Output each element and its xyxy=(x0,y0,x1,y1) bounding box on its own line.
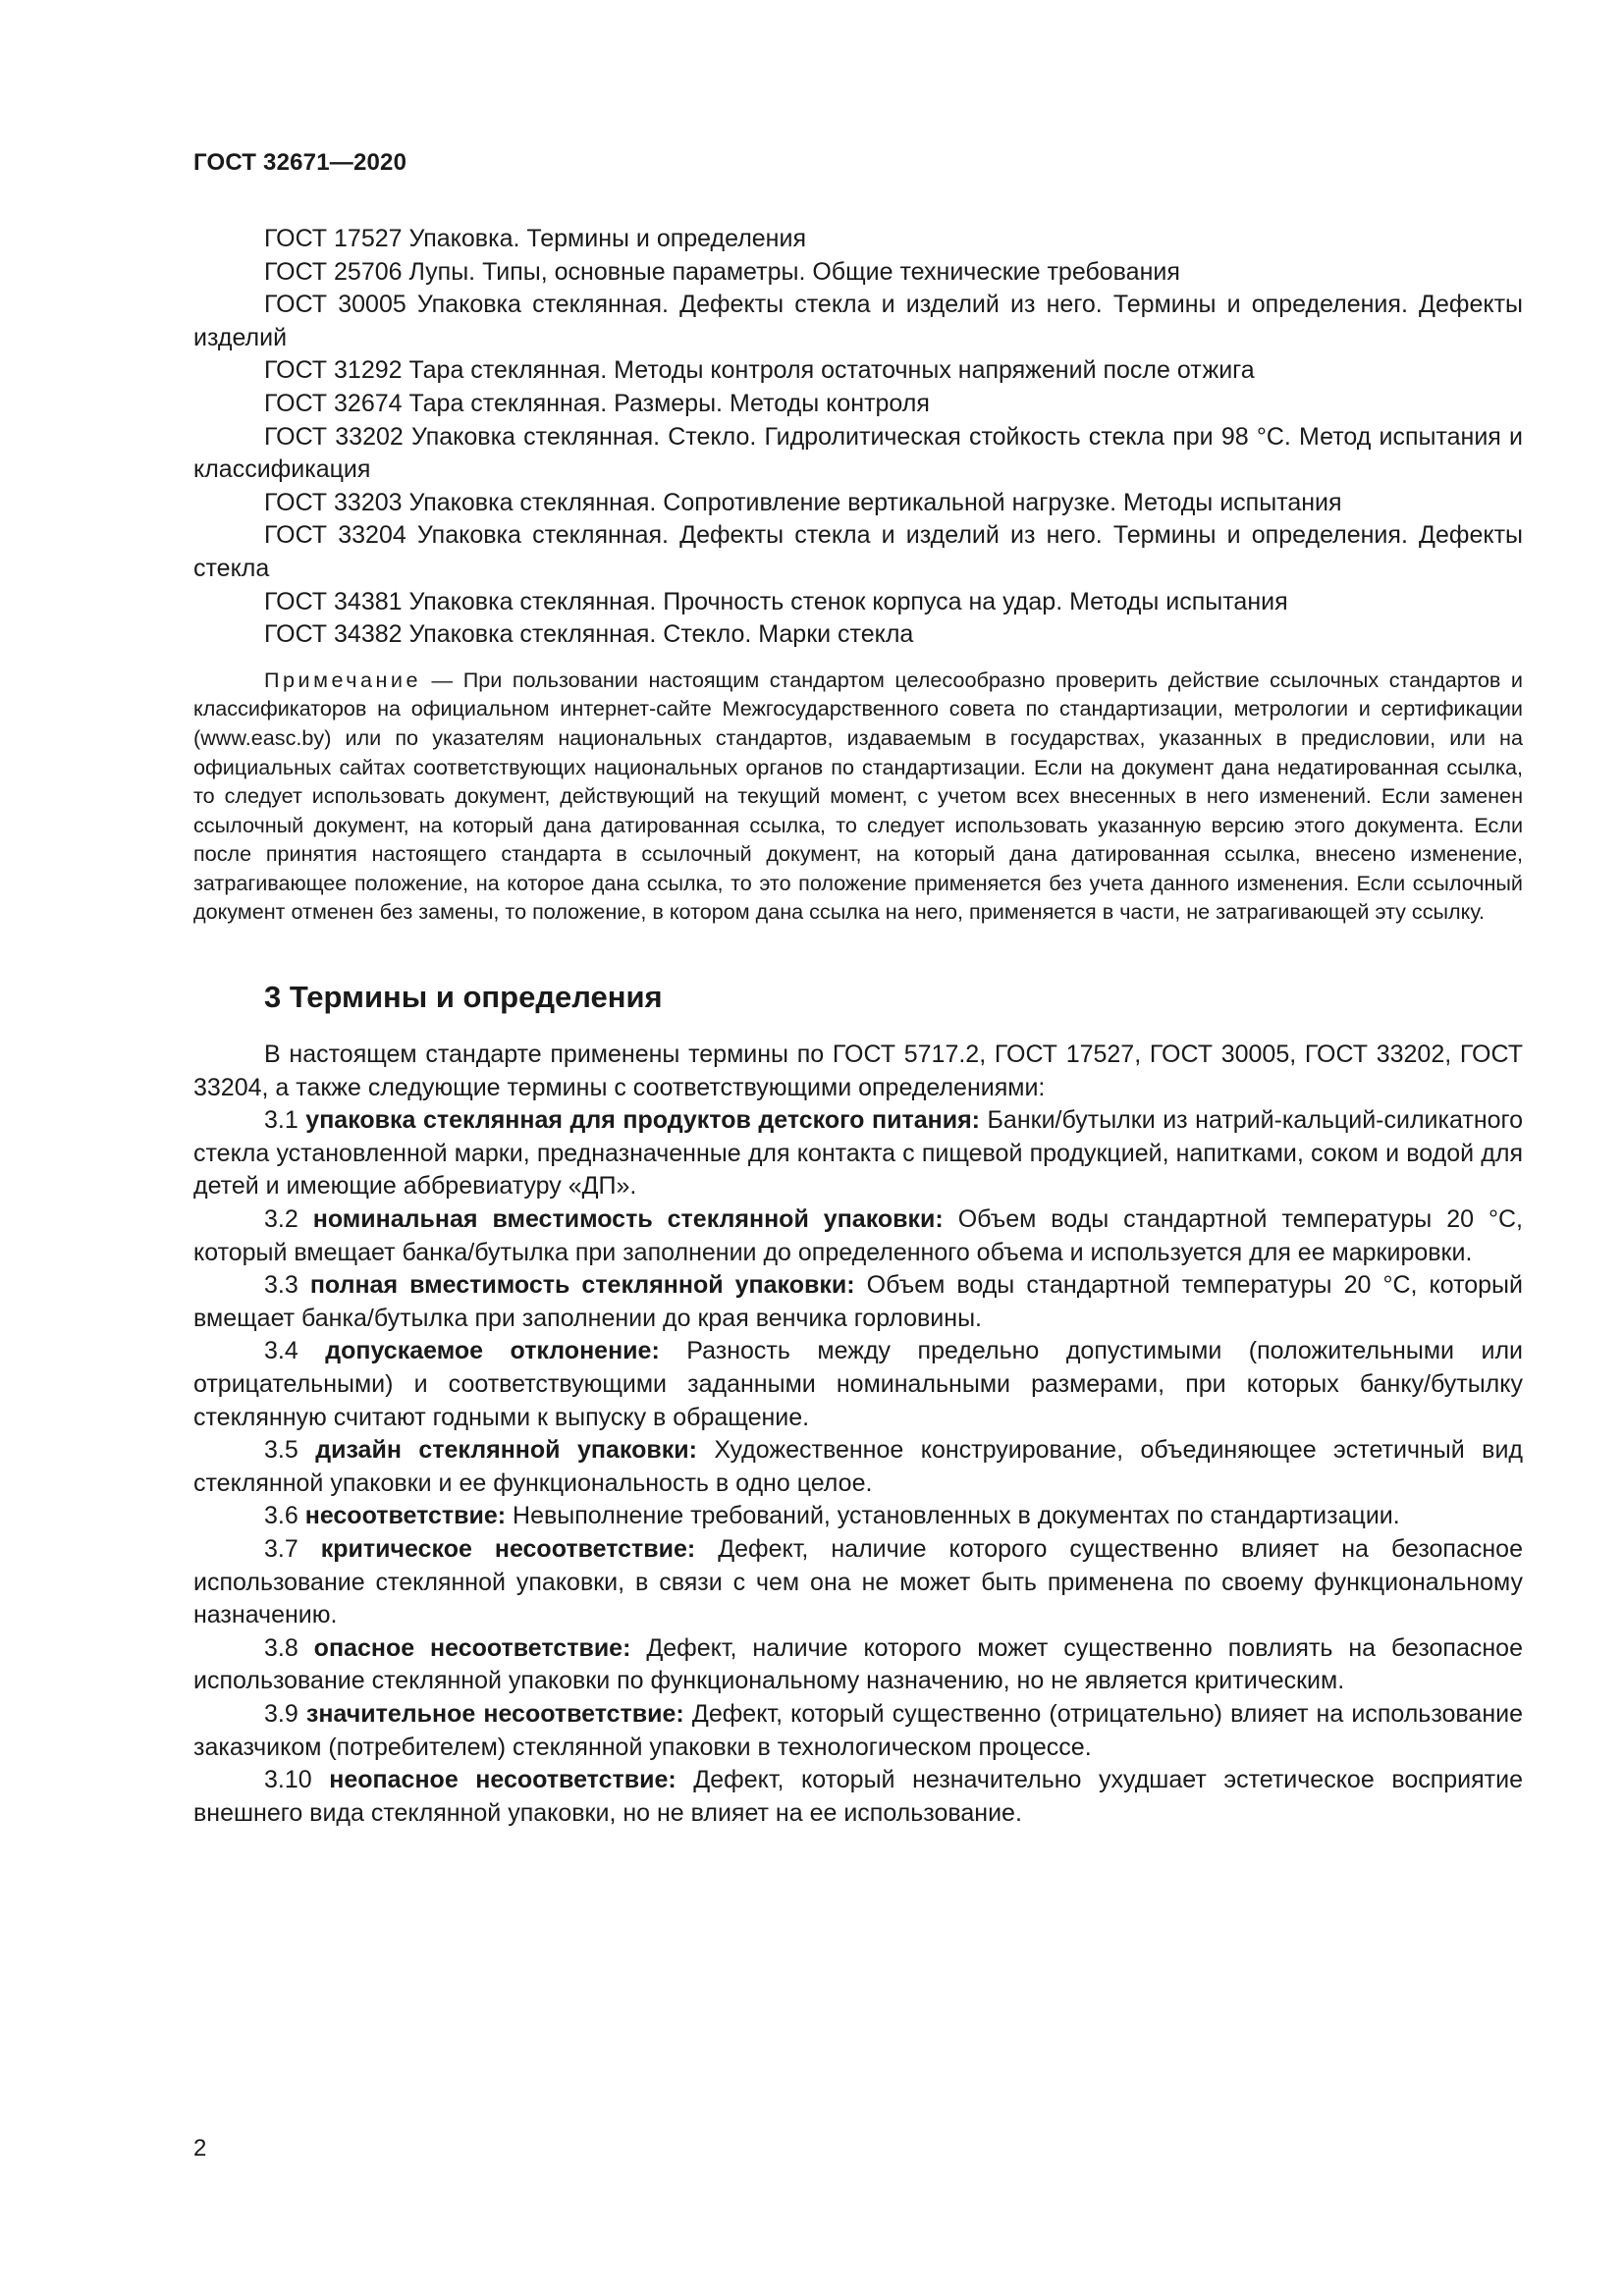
reference-item: ГОСТ 32674 Тара стеклянная. Размеры. Методы контроля xyxy=(264,389,930,417)
term-name: неопасное несоответствие: xyxy=(329,1766,677,1794)
term-definition: Разность между предельно допустимыми (положительными или отрицательными) и соответствующими заданными номинальными размерами, при которых банку/бутылку стеклянную считают годными к выпуску в обращение. xyxy=(193,1337,1524,1431)
term-number: 3.3 xyxy=(264,1271,298,1300)
page-header-doc-id: ГОСТ 32671—2020 xyxy=(193,149,407,176)
term-number: 3.10 xyxy=(264,1766,312,1794)
reference-item: ГОСТ 33203 Упаковка стеклянная. Сопротивление вертикальной нагрузке. Методы испытания xyxy=(264,488,1342,516)
terms-list xyxy=(193,1104,1523,1830)
note-label: Примечание xyxy=(264,667,421,692)
term-name: дизайн стеклянной упаковки: xyxy=(315,1436,697,1465)
term-name: номинальная вместимость стеклянной упаковки: xyxy=(312,1205,944,1234)
term-number: 3.4 xyxy=(264,1337,298,1365)
reference-item: ГОСТ 33202 Упаковка стеклянная. Стекло. Гидролитическая стойкость стекла при 98 °C. Метод испытания и классификация xyxy=(193,422,1523,484)
reference-item: ГОСТ 17527 Упаковка. Термины и определения xyxy=(264,225,806,252)
term-number: 3.5 xyxy=(264,1436,298,1465)
term-name: допускаемое отклонение: xyxy=(325,1337,660,1365)
term-name: упаковка стеклянная для продуктов детского питания: xyxy=(305,1106,980,1135)
term-name: критическое несоответствие: xyxy=(320,1534,696,1563)
reference-item: ГОСТ 33204 Упаковка стеклянная. Дефекты стекла и изделий из него. Термины и определения. Дефекты стекла xyxy=(193,521,1523,582)
term-name: значительное несоответствие: xyxy=(305,1699,684,1728)
note-text: — При пользовании настоящим стандартом целесообразно проверить действие ссылочных стандартов и классификаторов на официальном интернет-сайте Межгосударственного совета по стандартизации, метрологии и сертификации (www.easc.by) или по указателям национальных стандартов, издаваемым в государствах, указанных в предисловии, или на официальных сайтах соответствующих национальных органов по стандартизации. Если на документ дана недатированная ссылка, то следует использовать документ, действующий на текущий момент, с учетом всех внесенных в него изменений. Если заменен ссылочный документ, на который дана датированная ссылка, то следует использовать указанную версию этого документа. Если после принятия настоящего стандарта в ссылочный документ, на который дана датированная ссылка, внесено изменение, затрагивающее положение, на которое дана ссылка, то это положение применяется без учета данного изменения. Если ссылочный документ отменен без замены, то положение, в котором дана ссылка на него, применяется в части, не затрагивающей эту ссылку. xyxy=(193,667,1523,925)
term-number: 3.6 xyxy=(264,1502,298,1530)
term-number: 3.8 xyxy=(264,1633,298,1662)
reference-item: ГОСТ 34382 Упаковка стеклянная. Стекло. Марки стекла xyxy=(264,620,914,649)
term-item xyxy=(193,1533,1523,1632)
page-content xyxy=(193,223,1523,1830)
term-definition: Дефект, который незначительно ухудшает эстетическое восприятие внешнего вида стеклянной упаковки, но не влияет на ее использование. xyxy=(193,1766,1523,1827)
term-item xyxy=(193,1269,1523,1335)
term-number: 3.2 xyxy=(264,1205,298,1234)
term-definition: Дефект, наличие которого существенно влияет на безопасное использование стеклянной упаковки, в связи с чем она не может быть применена по своему функциональному назначению. xyxy=(193,1534,1523,1629)
section-title: 3 Термины и определения xyxy=(264,980,663,1015)
term-definition: Невыполнение требований, установленных в документах по стандартизации. xyxy=(506,1502,1400,1530)
term-definition: Дефект, наличие которого может существенно повлиять на безопасное использование стеклянной упаковки по функциональному назначению, но не является критическим. xyxy=(193,1633,1523,1695)
term-number: 3.9 xyxy=(264,1699,298,1728)
term-item xyxy=(193,1203,1523,1269)
section-intro: В настоящем стандарте применены термины по ГОСТ 5717.2, ГОСТ 17527, ГОСТ 30005, ГОСТ 33202, ГОСТ 33204, а также следующие термины с соответствующими определениями: xyxy=(193,1041,1523,1101)
term-item xyxy=(193,1764,1523,1830)
term-definition: Объем воды стандартной температуры 20 °C, который вмещает банка/бутылка при заполнении до определенного объема и используется для ее маркировки. xyxy=(193,1205,1523,1266)
term-item xyxy=(193,1434,1523,1500)
references-list xyxy=(193,223,1523,652)
term-item xyxy=(193,1500,1523,1533)
reference-item: ГОСТ 25706 Лупы. Типы, основные параметры. Общие технические требования xyxy=(264,257,1180,286)
page-number: 2 xyxy=(193,2135,207,2162)
term-item xyxy=(193,1335,1523,1434)
term-definition: Объем воды стандартной температуры 20 °C, который вмещает банка/бутылка при заполнении до края венчика горловины. xyxy=(193,1271,1523,1332)
reference-item: ГОСТ 30005 Упаковка стеклянная. Дефекты стекла и изделий из него. Термины и определения. Дефекты изделий xyxy=(193,291,1523,351)
term-item xyxy=(193,1104,1523,1203)
term-name: опасное несоответствие: xyxy=(313,1633,631,1662)
term-number: 3.7 xyxy=(264,1534,298,1563)
note-paragraph xyxy=(193,666,1523,927)
term-definition: Банки/бутылки из натрий-кальций-силикатного стекла установленной марки, предназначенные для контакта с пищевой продукцией, напитками, соком и водой для детей и имеющие аббревиатуру «ДП». xyxy=(193,1106,1524,1201)
term-definition: Художественное конструирование, объединяющее эстетичный вид стеклянной упаковки и ее функциональность в одно целое. xyxy=(193,1436,1523,1497)
term-name: полная вместимость стеклянной упаковки: xyxy=(309,1271,855,1300)
term-item xyxy=(193,1698,1523,1764)
term-item xyxy=(193,1632,1523,1698)
term-number: 3.1 xyxy=(264,1106,298,1135)
reference-item: ГОСТ 31292 Тара стеклянная. Методы контроля остаточных напряжений после отжига xyxy=(264,356,1255,385)
term-definition: Дефект, который существенно (отрицательно) влияет на использование заказчиком (потребителем) стеклянной упаковки в технологическом процессе. xyxy=(193,1699,1524,1761)
term-name: несоответствие: xyxy=(304,1502,507,1530)
reference-item: ГОСТ 34381 Упаковка стеклянная. Прочность стенок корпуса на удар. Методы испытания xyxy=(264,587,1288,615)
